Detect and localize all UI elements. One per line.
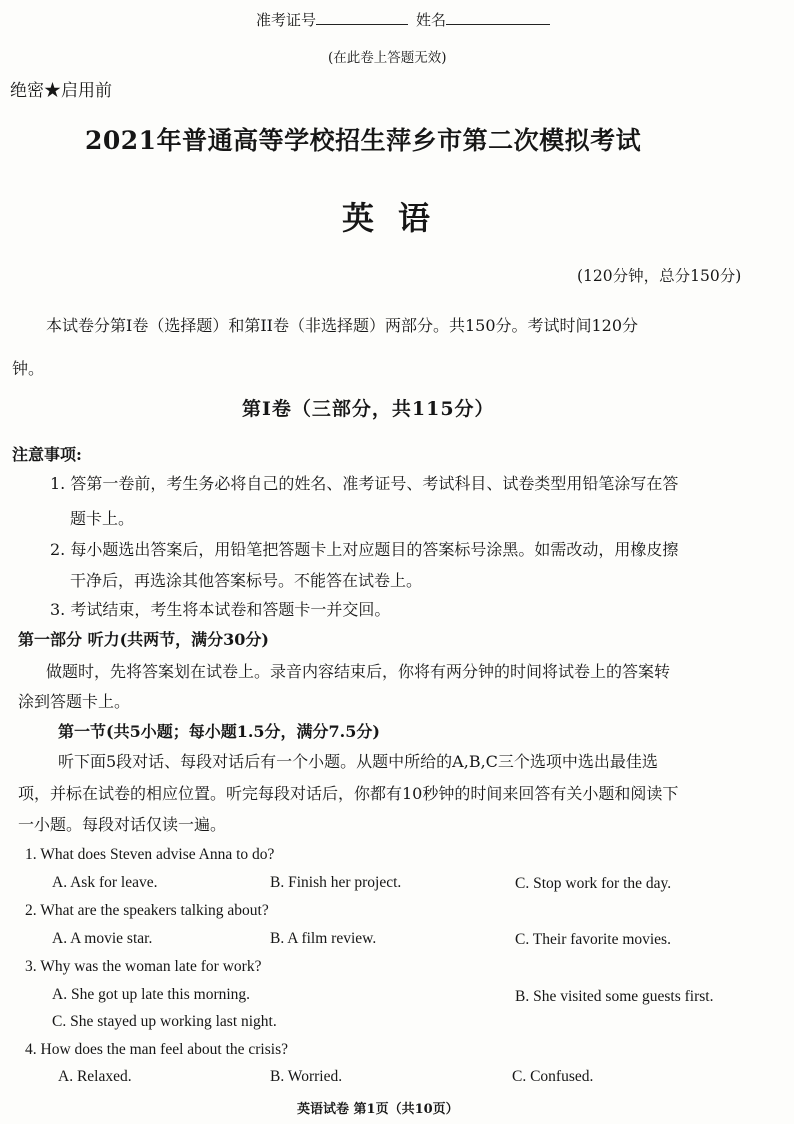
q2-option-b: B. A film review. <box>270 930 377 947</box>
exam-id-blank <box>316 10 408 25</box>
intro-line-1: 本试卷分第I卷（选择题）和第II卷（非选择题）两部分。共150分。考试时间120分 <box>46 316 639 335</box>
section1-heading: 第一节(共5小题；每小题1.5分，满分7.5分) <box>58 722 380 741</box>
name-blank <box>446 10 550 25</box>
notice-item-3: 3. 考试结束，考生将本试卷和答题卡一并交回。 <box>50 600 391 619</box>
question-2: 2. What are the speakers talking about? <box>25 902 269 919</box>
part1-heading: 第一部分 听力(共两节，满分30分) <box>18 630 269 649</box>
invalid-note: (在此卷上答题无效) <box>328 50 447 66</box>
q4-option-b: B. Worried. <box>270 1068 343 1085</box>
notice-item-2: 2. 每小题选出答案后，用铅笔把答题卡上对应题目的答案标号涂黑。如需改动，用橡皮擦 <box>50 540 679 559</box>
q3-option-a: A. She got up late this morning. <box>52 986 251 1003</box>
section1-line-3: 一小题。每段对话仅读一遍。 <box>18 815 227 834</box>
subject-title: 英语 <box>342 199 455 237</box>
q1-option-a: A. Ask for leave. <box>52 874 158 891</box>
q2-option-a: A. A movie star. <box>52 930 153 947</box>
part1-instr-1: 做题时，先将答案划在试卷上。录音内容结束后，你将有两分钟的时间将试卷上的答案转 <box>46 662 671 681</box>
q3-option-c: C. She stayed up working last night. <box>52 1013 277 1030</box>
secret-label: 绝密★启用前 <box>10 81 112 101</box>
q3-option-b: B. She visited some guests first. <box>515 988 714 1005</box>
notice-heading: 注意事项: <box>12 445 82 464</box>
part1-instr-2: 涂到答题卡上。 <box>18 692 131 711</box>
question-1: 1. What does Steven advise Anna to do? <box>25 846 275 863</box>
q4-option-c: C. Confused. <box>512 1068 594 1085</box>
exam-id-field <box>256 9 408 30</box>
question-4: 4. How does the man feel about the crisis? <box>25 1041 288 1058</box>
volume1-heading: 第I卷（三部分，共115分） <box>242 398 495 420</box>
q2-option-c: C. Their favorite movies. <box>515 931 671 948</box>
intro-line-2: 钟。 <box>12 359 45 378</box>
exam-title: 2021年普通高等学校招生萍乡市第二次模拟考试 <box>85 126 642 155</box>
question-3: 3. Why was the woman late for work? <box>25 958 262 975</box>
name-label: 姓名 <box>416 11 447 29</box>
section1-line-1: 听下面5段对话、每段对话后有一个小题。从题中所给的A,B,C三个选项中选出最佳选 <box>58 752 658 771</box>
q1-option-b: B. Finish her project. <box>270 874 402 891</box>
page-footer: 英语试卷 第1页（共10页） <box>297 1102 459 1117</box>
notice-item-1: 1. 答第一卷前，考生务必将自己的姓名、准考证号、考试科目、试卷类型用铅笔涂写在答 <box>50 474 679 493</box>
notice-item-2-cont: 干净后，再选涂其他答案标号。不能答在试卷上。 <box>70 571 423 590</box>
notice-item-1-cont: 题卡上。 <box>70 509 135 528</box>
q4-option-a: A. Relaxed. <box>58 1068 132 1085</box>
time-score: (120分钟，总分150分) <box>577 267 742 285</box>
section1-line-2: 项，并标在试卷的相应位置。听完每段对话后，你都有10秒钟的时间来回答有关小题和阅读下 <box>18 784 679 803</box>
q1-option-c: C. Stop work for the day. <box>515 875 672 892</box>
name-field <box>416 9 550 30</box>
exam-id-label: 准考证号 <box>256 11 317 29</box>
